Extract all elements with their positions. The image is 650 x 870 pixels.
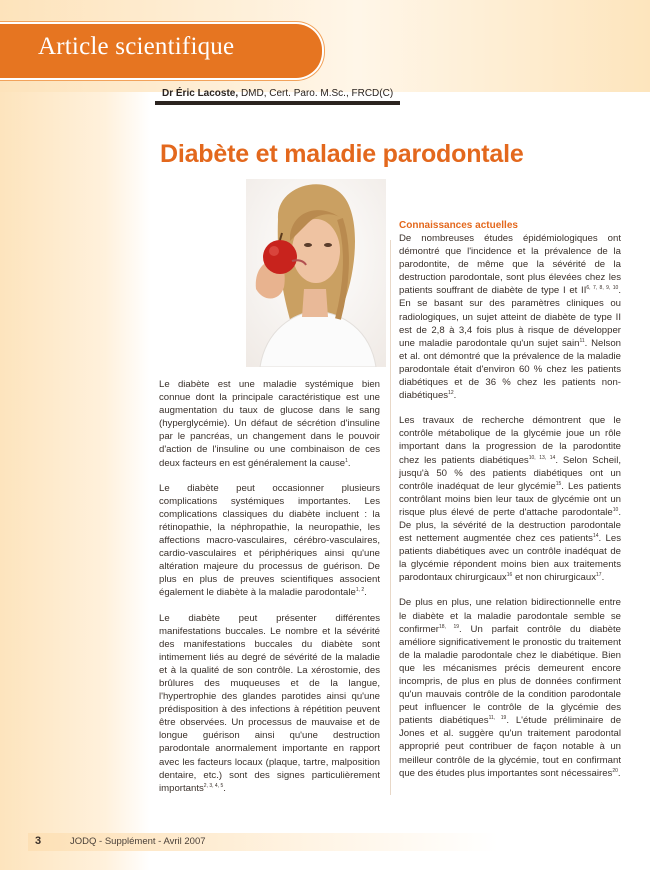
author-credentials: DMD, Cert. Paro. M.Sc., FRCD(C) — [240, 88, 394, 99]
paragraph-text: De plus en plus, une relation bidirectionnelle entre le diabète et la maladie parodontale semble se confirmer — [399, 597, 621, 635]
reference-marker: 12 — [448, 390, 454, 397]
paragraph: De nombreuses études épidémiologiques ont démontré que l'incidence et la prévalence de la parodontite, de même que la sévérité de la destruction parodontale, sont plus élevées chez les patients souffrant de diabète de type I et II$^{6, 7, 8, 9, 10}$. En se basant sur des paramètres cliniques ou radiologiques, un sujet atteint de diabète de type II est de 2,8 à 3,4 fois plus à risque de développer une maladie parodontale qu'un sujet sain$^{11}$. Nelson et al. ont démontré que la prévalence de la maladie parodontale était d'environ 60 % chez les patients diabétiques et de 36 % chez les patients non-diabétiques$^{12}$. — [399, 233, 621, 402]
paragraph-text: Les travaux de recherche démontrent que le contrôle métabolique de la glycémie joue un rôle important dans la progression de la parodontite chez les patients diabétiques — [399, 415, 621, 466]
paragraph-text: . L'étude préliminaire de Jones et al. suggère qu'un traitement parodontal approprié peut contribuer de façon notable à un meilleur contrôle de la glycémie, tout en confirmant que des études plus importantes sont nécessaires — [399, 715, 622, 779]
article-left-column — [159, 378, 380, 807]
reference-marker: 17 — [596, 572, 602, 579]
page-number: 3 — [35, 835, 42, 847]
paragraph-text: . Selon Scheil, jusqu'à 50 % des patients diabétiques ont un contrôle inadéquat de leur glycémie — [399, 454, 621, 492]
paragraph-text: Le diabète peut occasionner plusieurs complications systémiques importantes. Les complications classiques du diabète incluent : la rétinopathie, la néphropathie, la neuropathie, les affections macro-vasculaires, cérébro-vasculaires, cardio-vasculaires et périphériques ainsi qu'une altération majeure du processus de guérison. De plus en plus de preuves scientifiques associent également le diabète à la maladie parodontale — [159, 482, 380, 599]
section-subheading: Connaissances actuelles — [399, 220, 518, 231]
paragraph-text: De nombreuses études épidémiologiques ont démontré que l'incidence et la prévalence de la parodontite, de même que la sévérité de la destruction parodontale, sont plus élevées chez les patients souffrant de diabète de type I et II — [399, 233, 621, 297]
paragraph: De plus en plus, une relation bidirectionnelle entre le diabète et la maladie parodontale semble se confirmer$^{18, 19}$. Un parfait contrôle du diabète améliore significativement le pronostic du traitement de la maladie parodontale chez le diabétique. Bien que les mécanismes précis demeurent encore incompris, de plus en plus de données confirment qu'un mauvais contrôle de la condition parodontale peut influencer le contrôle de la glycémie des patients diabétiques$^{11, 19}$. L'étude préliminaire de Jones et al. suggère qu'un traitement parodontal approprié peut contribuer de façon notable à un meilleur contrôle de la glycémie, tout en confirmant que des études plus importantes sont nécessaires$^{20}$. — [399, 597, 622, 779]
article-right-column — [399, 219, 621, 792]
paragraph-text: et non chirurgicaux — [512, 572, 597, 584]
column-divider — [390, 240, 391, 795]
paragraph: Le diabète peut présenter différentes manifestations buccales. Le nombre et la sévérité des manifestations buccales du diabète sont intimement liés au degré de sévérité de la maladie et à la qualité de son contrôle. La xérostomie, des brûlures des muqueuses et de la langue, l'hypertrophie des glandes parotides ainsi qu'une prédisposition à des infections à répétition peuvent être observées. Un processus de mauvaise et de longue guérison ainsi qu'une destruction parodontale anormalement importante en rapport avec les facteurs locaux (plaque, tartre, malposition dentaire, etc.) sont des signes particulièrement importants$^{2, 3, 4, 5}$. — [159, 612, 380, 794]
author-name: Dr Éric Lacoste, — [162, 88, 239, 99]
reference-marker: 10, 13, 14 — [528, 454, 556, 461]
reference-marker: 6, 7, 8, 9, 10 — [586, 285, 619, 292]
reference-marker: 1, 2 — [355, 587, 365, 594]
paragraph: Le diabète peut occasionner plusieurs complications systémiques importantes. Les complications classiques du diabète incluent : la rétinopathie, la néphropathie, la neuropathie, les affections macro-vasculaires, cérébro-vasculaires, cardio-vasculaires et périphériques ainsi qu'une altération majeure du processus de guérison. De plus en plus de preuves scientifiques associent également le diabète à la maladie parodontale$^{1, 2}$. — [159, 482, 380, 599]
reference-marker: 18, 19 — [438, 623, 460, 630]
byline — [162, 88, 393, 99]
publication-info: JODQ - Supplément - Avril 2007 — [70, 836, 206, 847]
reference-marker: 2, 3, 4, 5 — [203, 782, 224, 789]
reference-marker: 10 — [612, 506, 619, 513]
paragraph-text: . Un parfait contrôle du diabète améliore significativement le pronostic du traitement de la maladie parodontale chez le diabétique. Bien que les mécanismes précis demeurent encore incompris, de plus en plus de données confirment qu'un mauvais contrôle de la condition parodontale peut influencer le contrôle de la glycémie des patients diabétiques — [399, 623, 621, 727]
reference-marker: 15 — [555, 480, 562, 487]
reference-marker: 16 — [506, 572, 513, 579]
paragraph-text: Le diabète est une maladie systémique bien connue dont la principale caractéristique est une augmentation du taux de glucose dans le sang (hyperglycémie). Un défaut de sécrétion d'insuline par le pancréas, un changement dans le pouvoir d'action de l'insuline ou une combinaison de ces deux facteurs en est généralement la cause — [159, 379, 380, 469]
reference-marker: 11 — [579, 337, 585, 344]
paragraph: Les travaux de recherche démontrent que le contrôle métabolique de la glycémie joue un rôle important dans la progression de la parodontite chez les patients diabétiques$^{10, 13, 14}$. Selon Scheil, jusqu'à 50 % des patients diabétiques ont un contrôle inadéquat de leur glycémie$^{15}$. Les patients contrôlant moins bien leur taux de glycémie ont un risque plus élevé de perte d'attache parodontale$^{10}$. De plus, la sévérité de la destruction parodontale est nettement augmentée chez ces patients$^{14}$. Les patients diabétiques avec un contrôle inadéquat de la glycémie répondent moins bien aux traitements parodontaux chirurgicaux$^{16}$ et non chirurgicaux$^{17}$. — [399, 415, 621, 584]
section-label: Article scientifique — [38, 33, 235, 60]
paragraph-text: Le diabète peut présenter différentes manifestations buccales. Le nombre et la sévérité des manifestations buccales du diabète sont intimement liés au degré de sévérité de la maladie et à la qualité de son contrôle. La xérostomie, des brûlures des muqueuses et de la langue, l'hypertrophie des glandes parotides ainsi qu'une prédisposition à des infections à répétition peuvent être observées. Un processus de mauvaise et de longue guérison ainsi qu'une destruction parodontale anormalement importante en rapport avec les facteurs locaux (plaque, tartre, malposition dentaire, etc.) sont des signes particulièrement importants — [159, 612, 380, 794]
left-decorative-band — [0, 0, 150, 870]
article-title: Diabète et maladie parodontale — [160, 140, 524, 168]
woman-eating-apple-photo — [246, 179, 386, 367]
reference-marker: 14 — [592, 533, 599, 540]
reference-marker: 1 — [345, 457, 348, 464]
byline-rule — [155, 101, 400, 105]
reference-marker: 20 — [612, 767, 618, 774]
paragraph-text: . En se basant sur des paramètres cliniques ou radiologiques, un sujet atteint de diabète de type II est de 2,8 à 3,4 fois plus à risque de développer une maladie parodontale qu'un sujet sain — [399, 285, 621, 349]
paragraph-text: . De plus, la sévérité de la destruction parodontale est nettement augmentée chez ces patients — [399, 506, 621, 545]
reference-marker: 11, 19 — [488, 715, 507, 722]
paragraph-text: . Les patients contrôlant moins bien leur taux de glycémie ont un risque plus élevé de perte d'attache parodontale — [399, 480, 621, 518]
paragraph-text: . Nelson et al. ont démontré que la prévalence de la maladie parodontale était d'environ 60 % chez les patients diabétiques et de 36 % chez les patients non-diabétiques — [399, 337, 621, 402]
paragraph-text: . Les patients diabétiques avec un contrôle inadéquat de la glycémie répondent moins bien aux traitements parodontaux chirurgicaux — [399, 533, 621, 584]
paragraph: Le diabète est une maladie systémique bien connue dont la principale caractéristique est une augmentation du taux de glucose dans le sang (hyperglycémie). Un défaut de sécrétion d'insuline par le pancréas, un changement dans le pouvoir d'action de l'insuline ou une combinaison de ces deux facteurs en est généralement la cause$^1$. — [159, 379, 380, 469]
